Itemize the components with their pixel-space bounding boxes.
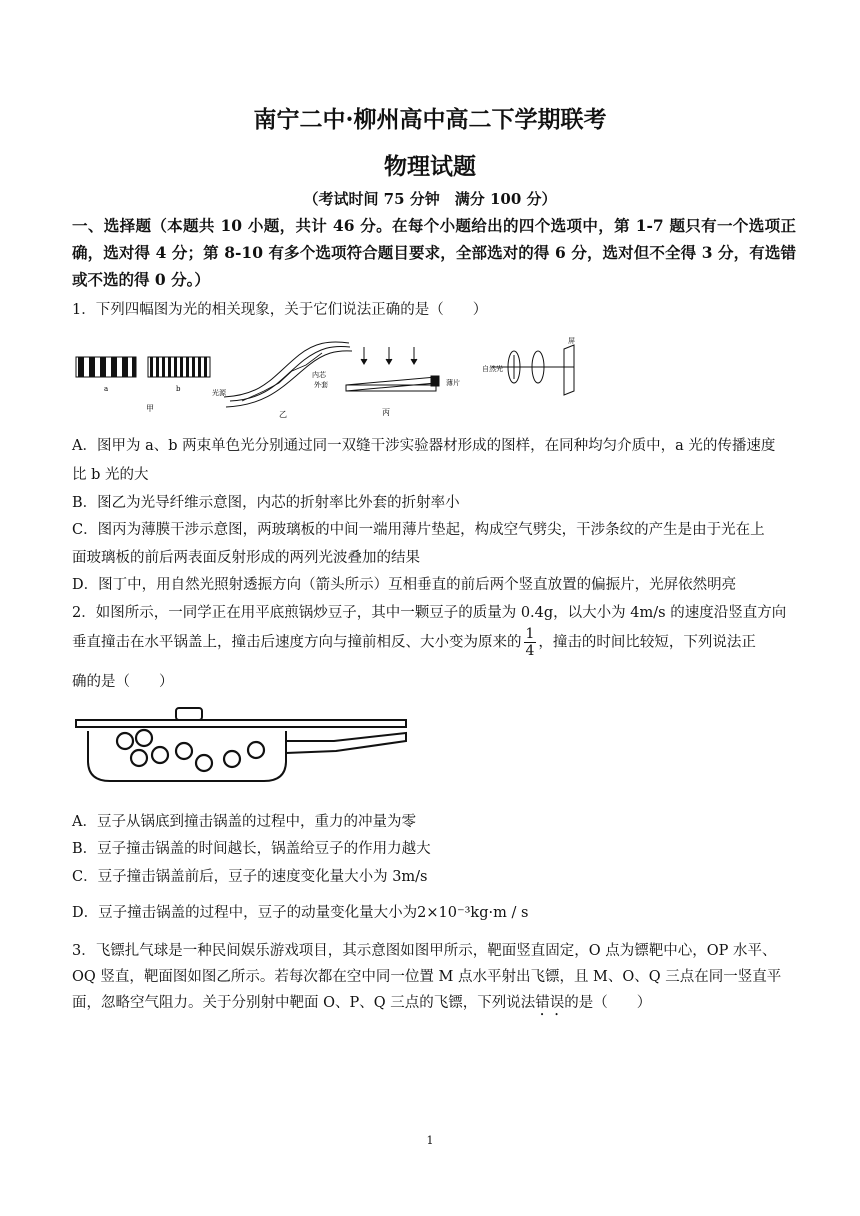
section-heading: 一、选择题（本题共 10 小题，共计 46 分。在每个小题给出的四个选项中，第 1-7 题只有一个选项正确，选对得 4 分；第 8-10 有多个选项符合题目要求，全部选对的得 6 分，选对但不全得 3 分，有选错或不选的得 0 分。） <box>72 216 796 289</box>
q2-option-d <box>72 901 528 922</box>
q3-stem-line3-a: 面，忽略空气阻力。关于分别射中靶面 O、P、Q 三点的飞镖，下列说法 <box>72 995 536 1011</box>
q3-emphasis-word: 错误 <box>535 995 565 1011</box>
fraction-one-quarter <box>524 626 537 659</box>
q1-option-c-line1: C．图丙为薄膜干涉示意图，两玻璃板的中间一端用薄片垫起，构成空气劈尖，干涉条纹的产生是由于光在上 <box>72 522 765 538</box>
page-number: 1 <box>426 1134 434 1147</box>
q3-stem-line3 <box>72 991 651 1019</box>
q1-option-a-line2: 比 b 光的大 <box>72 467 149 483</box>
optical-fiber <box>224 342 352 407</box>
label-ping: 屏 <box>568 337 575 345</box>
q2-option-a: A．豆子从锅底到撞击锅盖的过程中，重力的冲量为零 <box>72 814 416 830</box>
q1-option-c-line2: 面玻璃板的前后两表面反射形成的两列光波叠加的结果 <box>72 550 420 566</box>
exam-title: 南宁二中·柳州高中高二下学期联考 <box>253 106 607 133</box>
q2-option-c: C．豆子撞击锅盖前后，豆子的速度变化量大小为 3m/s <box>72 869 428 885</box>
fraction-denominator: 4 <box>525 643 535 659</box>
label-guangyuan: 光源 <box>212 389 226 397</box>
q1-option-b: B．图乙为光导纤维示意图，内芯的折射率比外套的折射率小 <box>72 495 460 511</box>
q2-stem-line2 <box>72 626 756 659</box>
fraction-numerator: 1 <box>525 626 535 642</box>
q2-option-b: B．豆子撞击锅盖的时间越长，锅盖给豆子的作用力越大 <box>72 841 431 857</box>
q1-option-d: D．图丁中，用自然光照射透振方向（箭头所示）互相垂直的前后两个竖直放置的偏振片，光屏依然明亮 <box>72 577 737 593</box>
q2-option-d-text: D．豆子撞击锅盖的过程中，豆子的动量变化量大小为 <box>72 905 418 921</box>
label-b: b <box>176 385 181 393</box>
q2-stem-line1: 2．如图所示，一同学正在用平底煎锅炒豆子，其中一颗豆子的质量为 0.4g，以大小为 4m/s 的速度沿竖直方向 <box>72 605 787 621</box>
subject-title: 物理试题 <box>384 153 476 180</box>
frying-pan-figure <box>74 703 410 788</box>
exam-meta: （考试时间 75 分钟 满分 100 分） <box>303 190 557 208</box>
thin-film <box>346 347 439 391</box>
label-yi: 乙 <box>279 410 287 419</box>
polarizers <box>492 345 574 395</box>
label-neixin: 内芯 <box>312 371 326 379</box>
fringe-a <box>76 357 136 377</box>
label-jia: 甲 <box>146 404 154 413</box>
q3-stem-line3-b: 的是（ ） <box>564 995 652 1011</box>
q1-option-a-line1: A．图甲为 a、b 两束单色光分别通过同一双缝干涉实验器材形成的图样，在同种均匀介质中，a 光的传播速度 <box>72 438 776 454</box>
q2-option-d-formula: 2×10⁻³kg·m / s <box>417 905 529 921</box>
label-baopian: 薄片 <box>446 379 460 387</box>
fringe-b <box>148 357 210 377</box>
q3-stem-line2: OQ 竖直，靶面图如图乙所示。若每次都在空中同一位置 M 点水平射出飞镖，且 M、O、Q 三点在同一竖直平 <box>72 969 782 985</box>
q2-stem-line3: 确的是（ ） <box>72 674 174 690</box>
label-bing: 丙 <box>382 408 390 417</box>
q2-stem-line2-b: ，撞击的时间比较短，下列说法正 <box>538 634 756 651</box>
q1-stem: 1．下列四幅图为光的相关现象，关于它们说法正确的是（ ） <box>72 302 488 318</box>
q1-figure <box>74 335 594 425</box>
q3-stem-line1: 3．飞镖扎气球是一种民间娱乐游戏项目，其示意图如图甲所示，靶面竖直固定，O 点为镖靶中心，OP 水平、 <box>72 943 777 959</box>
beans <box>117 730 264 771</box>
label-a: a <box>104 385 109 393</box>
q2-stem-line2-a: 垂直撞击在水平锅盖上，撞击后速度方向与撞前相反、大小变为原来的 <box>72 634 522 651</box>
label-waitao: 外套 <box>314 381 328 389</box>
label-ziranguang: 自然光 <box>482 365 503 373</box>
